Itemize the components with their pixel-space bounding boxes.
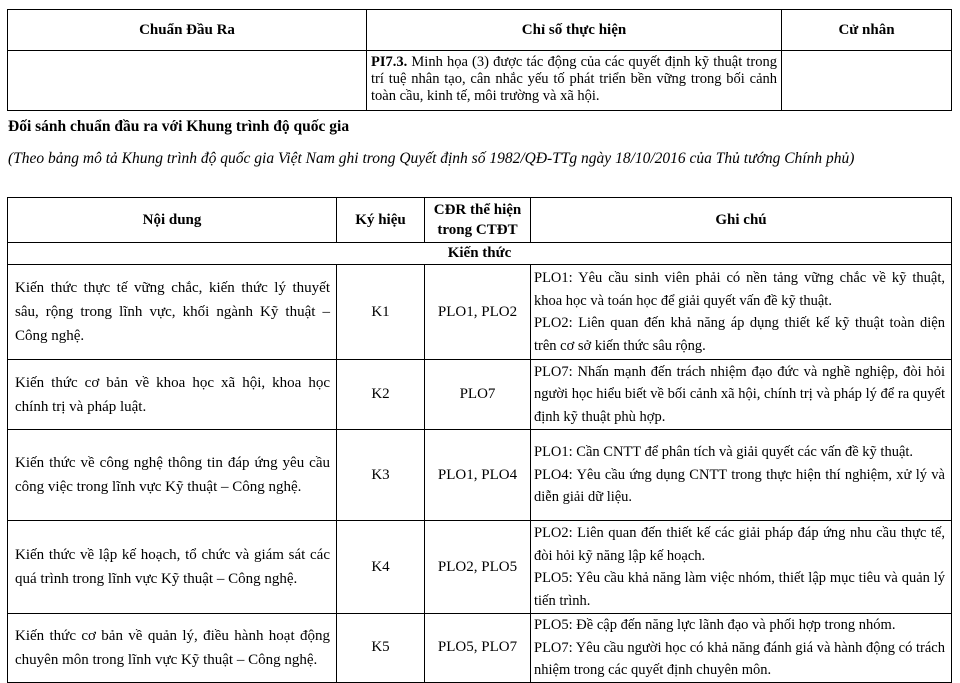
- note-line: PLO5: Yêu cầu khả năng làm việc nhóm, thiết lập mục tiêu và quản lý tiến trình.: [534, 570, 945, 609]
- note-line: PLO7: Nhấn mạnh đến trách nhiệm đạo đức và nghề nghiệp, đòi hỏi người học hiểu biết về bối cảnh xã hội, chính trị và pháp lý để ra quyết định kỹ thuật phù hợp.: [534, 363, 945, 425]
- section-label: Kiến thức: [8, 243, 952, 265]
- table-row: [8, 614, 952, 683]
- symbol-cell: K1: [337, 265, 425, 360]
- pi-code: PI7.3.: [371, 54, 408, 70]
- pi-text: Minh họa (3) được tác động của các quyết định kỹ thuật trong trí tuệ nhân tạo, cân nhắc yếu tố phát triển bền vững trong bối cảnh toàn cầu, kinh tế, môi trường và xã hội.: [371, 54, 777, 104]
- content-cell: Kiến thức cơ bản về khoa học xã hội, khoa học chính trị và pháp luật.: [8, 360, 337, 430]
- content-cell: Kiến thức cơ bản về quản lý, điều hành hoạt động chuyên môn trong lĩnh vực Kỹ thuật – Công nghệ.: [8, 614, 337, 683]
- symbol-cell: K5: [337, 614, 425, 683]
- note-line: PLO1: Cần CNTT để phân tích và giải quyết các vấn đề kỹ thuật.: [534, 444, 914, 461]
- notes-cell: [531, 360, 952, 430]
- note-line: PLO5: Đề cập đến năng lực lãnh đạo và phối hợp trong nhóm.: [534, 617, 896, 633]
- outcome-cell: [8, 51, 367, 111]
- benchmark-table: [7, 197, 952, 683]
- table-row: [8, 265, 952, 360]
- plo-cell: PLO7: [425, 360, 531, 430]
- symbol-cell: K4: [337, 521, 425, 614]
- benchmark-table-header: [8, 198, 952, 243]
- note-line: PLO1: Yêu cầu sinh viên phải có nền tảng vững chắc về kỹ thuật, khoa học và toán học để giải quyết vấn đề kỹ thuật.: [534, 270, 945, 309]
- symbol-cell: K2: [337, 360, 425, 430]
- outcome-table-header: [8, 10, 952, 51]
- header-symbol: Ký hiệu: [337, 198, 425, 243]
- section-heading: Đối sánh chuẩn đầu ra với Khung trình độ quốc gia: [8, 118, 350, 135]
- table-row: [8, 360, 952, 430]
- symbol-cell: K3: [337, 430, 425, 521]
- note-line: PLO2: Liên quan đến khả năng áp dụng thiết kế kỹ thuật toàn diện trên cơ sở kiến thức sâu rộng.: [534, 315, 945, 354]
- plo-cell: PLO5, PLO7: [425, 614, 531, 683]
- content-cell: Kiến thức về lập kế hoạch, tổ chức và giám sát các quá trình trong lĩnh vực Kỹ thuật – Công nghệ.: [8, 521, 337, 614]
- note-line: PLO7: Yêu cầu người học có khả năng đánh giá và hành động có trách nhiệm trong các quyết định chuyên môn.: [534, 639, 945, 678]
- outcome-table: [7, 9, 952, 111]
- table-row: [8, 430, 952, 521]
- header-outcome: Chuẩn Đầu Ra: [8, 10, 367, 51]
- note-line: PLO4: Yêu cầu ứng dụng CNTT trong thực hiện thí nghiệm, xử lý và diễn giải dữ liệu.: [534, 466, 945, 506]
- table-row: [8, 51, 952, 111]
- header-content: Nội dung: [8, 198, 337, 243]
- notes-cell: [531, 614, 952, 683]
- plo-cell: PLO1, PLO4: [425, 430, 531, 521]
- notes-cell: [531, 265, 952, 360]
- header-performance-index: Chỉ số thực hiện: [367, 10, 782, 51]
- table-row: [8, 521, 952, 614]
- notes-cell: [531, 521, 952, 614]
- header-notes: Ghi chú: [531, 198, 952, 243]
- note-line: PLO2: Liên quan đến thiết kế các giải pháp đáp ứng nhu cầu thực tế, đòi hỏi kỹ năng lập kế hoạch.: [534, 525, 945, 564]
- section-note: (Theo bảng mô tả Khung trình độ quốc gia Việt Nam ghi trong Quyết định số 1982/QĐ-TTg ngày 18/10/2016 của Thủ tướng Chính phủ): [8, 150, 855, 167]
- bachelor-cell: [782, 51, 952, 111]
- plo-cell: PLO2, PLO5: [425, 521, 531, 614]
- header-bachelor: Cử nhân: [782, 10, 952, 51]
- section-row: [8, 243, 952, 265]
- content-cell: Kiến thức thực tế vững chắc, kiến thức lý thuyết sâu, rộng trong lĩnh vực, khối ngành Kỹ thuật – Công nghệ.: [8, 265, 337, 360]
- notes-cell: [531, 430, 952, 521]
- header-cdr: CĐR thể hiện trong CTĐT: [425, 198, 531, 243]
- performance-index-cell: [367, 51, 782, 111]
- content-cell: Kiến thức về công nghệ thông tin đáp ứng yêu cầu công việc trong lĩnh vực Kỹ thuật – Công nghệ.: [8, 430, 337, 521]
- plo-cell: PLO1, PLO2: [425, 265, 531, 360]
